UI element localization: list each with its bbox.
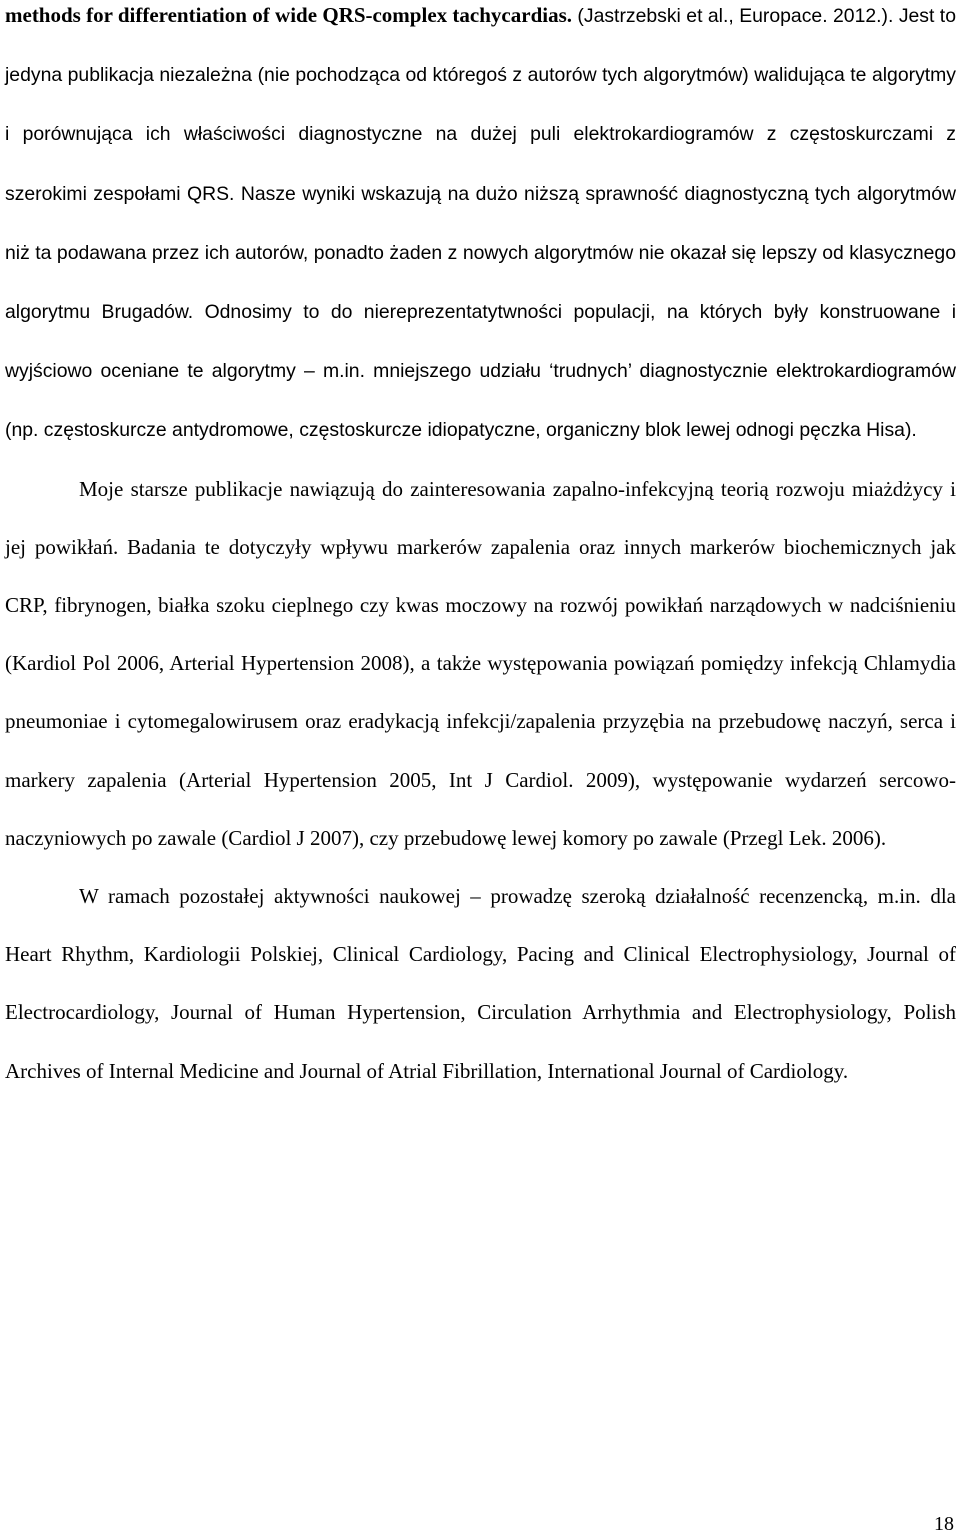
text-run-citation: (Jastrzebski et al., Europace. 2012.). xyxy=(572,5,899,27)
text-run-reviews: W ramach pozostałej aktywności naukowej – prowadzę szeroką działalność recenzencką, m.in. dla Heart Rhythm, Kardiologii Polskiej, Clinical Cardiology, Pacing and Clinical Electrophysiology, Journal of Electrocardiology, Journal of Human Hypertension, Circulation Arrhythmia and Electrophysiology, Polish Archives of Internal Medicine and Journal of Atrial Fibrillation, International Journal of Cardiology. xyxy=(5,884,956,1083)
document-page xyxy=(5,0,956,1100)
paragraph-reviewer-activity xyxy=(5,867,956,1100)
paragraph-inflammation-research xyxy=(5,460,956,867)
text-run-validation: Jest to jedyna publikacja niezależna (nie pochodząca od któregoś z autorów tych algorytmów) walidująca te algorytmy i porównująca ich właściwości diagnostyczne na dużej puli elektrokardiogramów z częstoskurczami z szerokimi zespołami QRS. xyxy=(5,5,956,205)
page-number: 18 xyxy=(934,1513,954,1535)
paragraph-qrs-algorithms xyxy=(5,0,956,460)
text-run-interpretation: Odnosimy to do niereprezentatytwności populacji, na których były konstruowane i wyjściowo oceniane te algorytmy – m.in. mniejszego udziału ‘trudnych’ diagnostycznie elektrokardiogramów (np. częstoskurcze antydromowe, częstoskurcze idiopatyczne, organiczny blok lewej odnogi pęczka Hisa). xyxy=(5,301,957,442)
text-run-title-bold: methods for differentiation of wide QRS-complex tachycardias. xyxy=(5,3,572,27)
text-run-results: Nasze wyniki wskazują na dużo niższą sprawność diagnostyczną tych algorytmów niż ta podawana przez ich autorów, ponadto żaden z nowych algorytmów nie okazał się lepszy od klasycznego algorytmu Brugadów. xyxy=(5,182,957,324)
text-run-intro: Moje starsze publikacje nawiązują do zainteresowania zapalno-infekcyjną teorią rozwoju miażdżycy i jej powikłań. xyxy=(5,476,956,559)
text-run-studies: Badania te dotyczyły wpływu markerów zapalenia oraz innych markerów biochemicznych jak CRP, fibrynogen, białka szoku cieplnego czy kwas moczowy na rozwój powikłań narządowych w nadciśnieniu (Kardiol Pol 2006, Arterial Hypertension 2008), a także występowania powiązań pomiędzy infekcją Chlamydia pneumoniae i cytomegalowirusem oraz eradykacją infekcji/zapalenia przyzębia na przebudowę naczyń, serca i markery zapalenia (Arterial Hypertension 2005, Int J Cardiol. 2009), występowanie wydarzeń sercowo-naczyniowych po zawale (Cardiol J 2007), czy przebudowę lewej komory po zawale (Przegl Lek. 2006). xyxy=(5,534,956,850)
